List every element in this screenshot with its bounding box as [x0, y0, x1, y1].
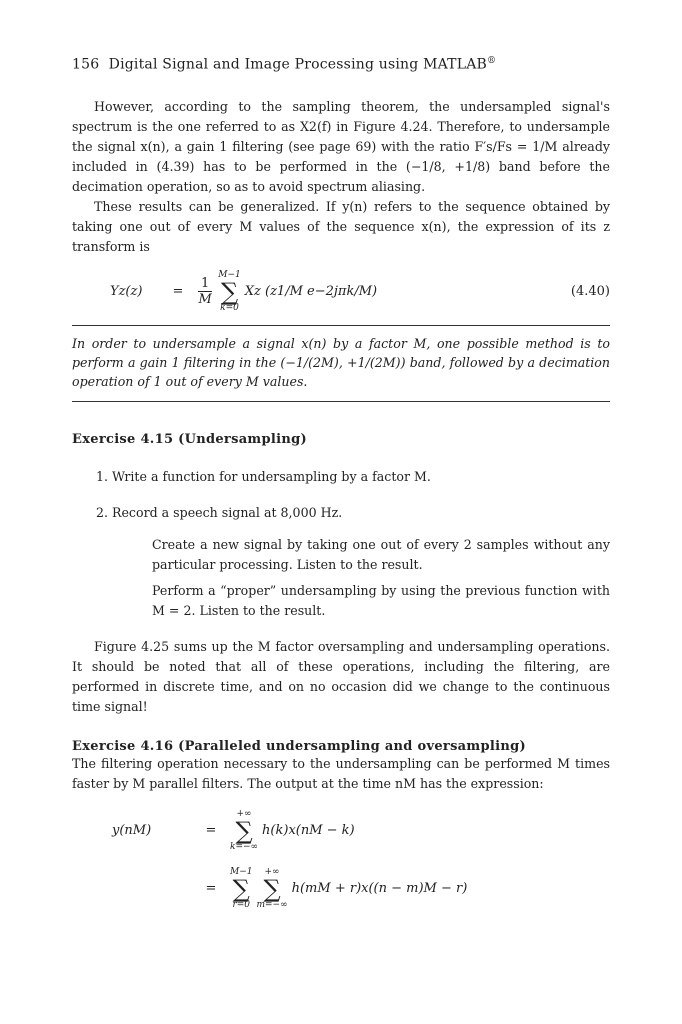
summand: h(k)x(nM − k) — [262, 823, 355, 839]
sum-upper-limit: M−1 — [218, 269, 241, 280]
sigma-symbol: ∑ — [235, 816, 253, 845]
paragraph-summary: Figure 4.25 sums up the M factor oversampling and undersampling operations. It should be noted that all of these operations, including the filtering, are performed in discrete time, and on no occasion did we change to the continuous time signal! — [72, 638, 610, 714]
equation-row-1 — [72, 802, 610, 860]
book-title: Digital Signal and Image Processing using MATLAB — [108, 56, 487, 73]
sum-lower-limit: r=0 — [232, 899, 251, 910]
fraction-denominator: M — [198, 292, 212, 308]
exercise-4-15-list — [72, 467, 610, 621]
equation-lhs: Yz(z) — [110, 284, 143, 300]
sum-upper-limit: +∞ — [264, 866, 280, 877]
fraction — [198, 276, 212, 307]
paragraph-sampling-theorem: However, according to the sampling theorem, the undersampled signal's spectrum is the one referred to as X2(f) in Figure 4.24. Therefore, to undersample the signal x(n), a gain 1 filtering (see page 69) with the ratio F′s/Fs = 1/M already included in (4.39) has to be performed in the (−1/8, +1/8) band before the decimation operation, so as to avoid spectrum aliasing. — [72, 98, 610, 194]
sum-upper-limit: +∞ — [236, 808, 252, 819]
sum-upper-limit: M−1 — [230, 866, 253, 877]
equation-rhs — [198, 271, 550, 313]
page-number: 156 — [72, 56, 100, 73]
book-page — [72, 56, 610, 918]
summand: h(mM + r)x((n − m)M − r) — [291, 881, 468, 897]
exercise-item — [112, 503, 610, 621]
equation-4-40 — [72, 259, 610, 325]
equation-relation: = — [205, 881, 217, 897]
fraction-numerator: 1 — [198, 276, 212, 292]
sum-lower-limit: k=0 — [220, 302, 239, 313]
summation — [256, 868, 287, 910]
sigma-symbol: ∑ — [220, 277, 239, 306]
sigma-symbol: ∑ — [232, 874, 250, 903]
exercise-4-15-title: Exercise 4.15 (Undersampling) — [72, 431, 307, 447]
equation-lhs: y(nM) — [112, 823, 152, 839]
exercise-4-16-intro: The filtering operation necessary to the undersampling can be performed M times faster by M parallel filters. The output at the time nM has the expression: — [72, 755, 610, 791]
paragraph-generalization: These results can be generalized. If y(n) refers to the sequence obtained by taking one out of every M values of the sequence x(n), the expression of its z transform is — [72, 198, 610, 254]
sum-lower-limit: k=−∞ — [230, 841, 259, 852]
equation-relation: = — [205, 823, 217, 839]
exercise-4-16-title: Exercise 4.16 (Paralleled undersampling and oversampling) — [72, 738, 526, 754]
parallel-equation — [72, 802, 610, 918]
exercise-subitem: Perform a “proper” undersampling by using the previous function with M = 2. Listen to the result. — [152, 582, 610, 618]
equation-rhs — [230, 868, 467, 910]
running-head — [72, 56, 610, 73]
sum-lower-limit: m=−∞ — [256, 899, 288, 910]
boxed-note-text: In order to undersample a signal x(n) by a factor M, one possible method is to perform a gain 1 filtering in the (−1/(2M), +1/(2M)) band, followed by a decimation operation of 1 out of every M values. — [72, 335, 610, 389]
equation-row-2 — [72, 860, 610, 918]
summation — [218, 271, 240, 313]
exercise-item-text: Record a speech signal at 8,000 Hz. — [112, 504, 343, 520]
equation-number: (4.40) — [570, 284, 610, 300]
equation-rhs — [230, 810, 355, 852]
equation-relation: = — [172, 284, 184, 300]
exercise-subitem: Create a new signal by taking one out of every 2 samples without any particular processing. Listen to the result. — [152, 536, 610, 572]
exercise-item: 1. Write a function for undersampling by a factor M. — [112, 467, 610, 487]
summation — [230, 868, 252, 910]
bottom-rule — [72, 401, 610, 402]
summand: Xz (z1/M e−2jπk/M) — [244, 284, 378, 300]
boxed-note — [72, 326, 610, 401]
summation — [230, 810, 258, 852]
registered-mark: ® — [487, 56, 497, 66]
sigma-symbol: ∑ — [263, 874, 281, 903]
